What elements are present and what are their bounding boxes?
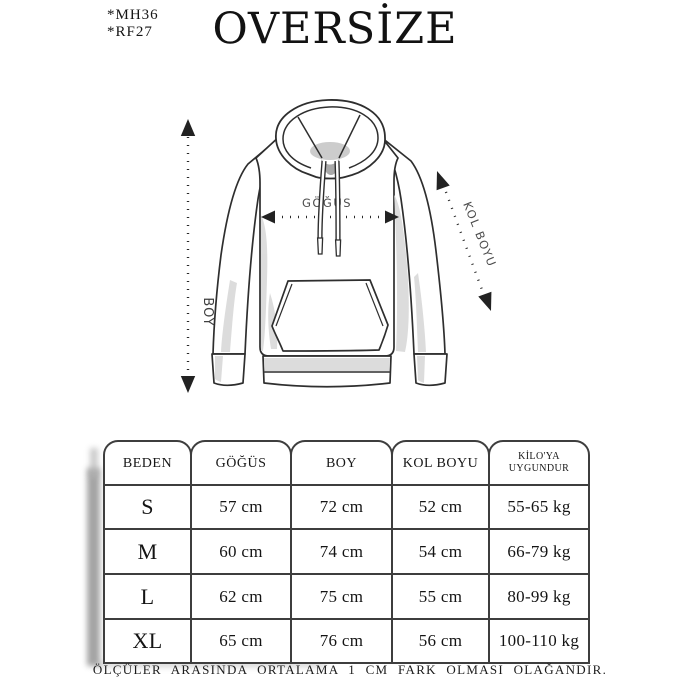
product-codes (107, 7, 159, 41)
product-code-1: *MH36 (107, 7, 159, 23)
chest-cell: 60 cm (192, 530, 292, 575)
weight-cell: 66-79 kg (490, 530, 590, 575)
weight-cell: 55-65 kg (490, 486, 590, 530)
length-label: BOY (200, 297, 215, 327)
length-cell: 75 cm (292, 575, 393, 620)
header-cell-boy (290, 440, 393, 486)
chest-cell: 57 cm (192, 486, 292, 530)
length-cell: 72 cm (292, 486, 393, 530)
size-table (103, 440, 590, 664)
size-cell: L (105, 575, 192, 620)
length-measure-arrow (181, 119, 215, 393)
sleeve-cell: 54 cm (393, 530, 490, 575)
header-label: KOL BOYU (402, 455, 479, 471)
size-table-header-row (103, 440, 590, 486)
header-label: BOY (325, 455, 358, 471)
size-cell: M (105, 530, 192, 575)
chest-label: GÖĞÜS (301, 196, 353, 210)
header-cell-kiloya-uygundur (488, 440, 590, 486)
length-arrowhead-bottom (181, 376, 195, 393)
page-title: OVERSİZE (212, 4, 458, 54)
weight-cell: 100-110 kg (490, 620, 590, 664)
header-label: BEDEN (122, 455, 173, 471)
hood (276, 100, 385, 179)
length-arrowhead-top (181, 119, 195, 136)
scan-shadow-left-top (90, 448, 98, 478)
sleeve-arrowhead-bottom (478, 292, 497, 314)
size-cell: XL (105, 620, 192, 664)
header-label: UYGUNDUR (508, 463, 570, 474)
sleeve-label: KOL BOYU (460, 199, 500, 270)
header-label: KİLO'YA (518, 451, 560, 462)
kangaroo-pocket (272, 280, 388, 351)
sleeve-cell: 55 cm (393, 575, 490, 620)
product-code-2: *RF27 (107, 24, 153, 40)
hoodie-illustration (170, 95, 530, 405)
header-label: GÖĞÜS (215, 455, 267, 471)
chest-cell: 62 cm (192, 575, 292, 620)
weight-cell: 80-99 kg (490, 575, 590, 620)
sleeve-arrowhead-top (430, 169, 449, 191)
tolerance-note: ÖLÇÜLER ARASINDA ORTALAMA 1 CM FARK OLMASI OLAĞANDIR. (92, 662, 608, 677)
scan-shadow-left (87, 468, 100, 666)
sleeve-cell: 52 cm (393, 486, 490, 530)
header-cell-kol-boyu (391, 440, 490, 486)
chest-cell: 65 cm (192, 620, 292, 664)
header-cell-gogus (190, 440, 292, 486)
length-cell: 76 cm (292, 620, 393, 664)
hoodie-diagram (170, 95, 530, 405)
length-cell: 74 cm (292, 530, 393, 575)
header-cell-beden (103, 440, 192, 486)
size-table-body (103, 486, 590, 664)
sleeve-cell: 56 cm (393, 620, 490, 664)
size-cell: S (105, 486, 192, 530)
